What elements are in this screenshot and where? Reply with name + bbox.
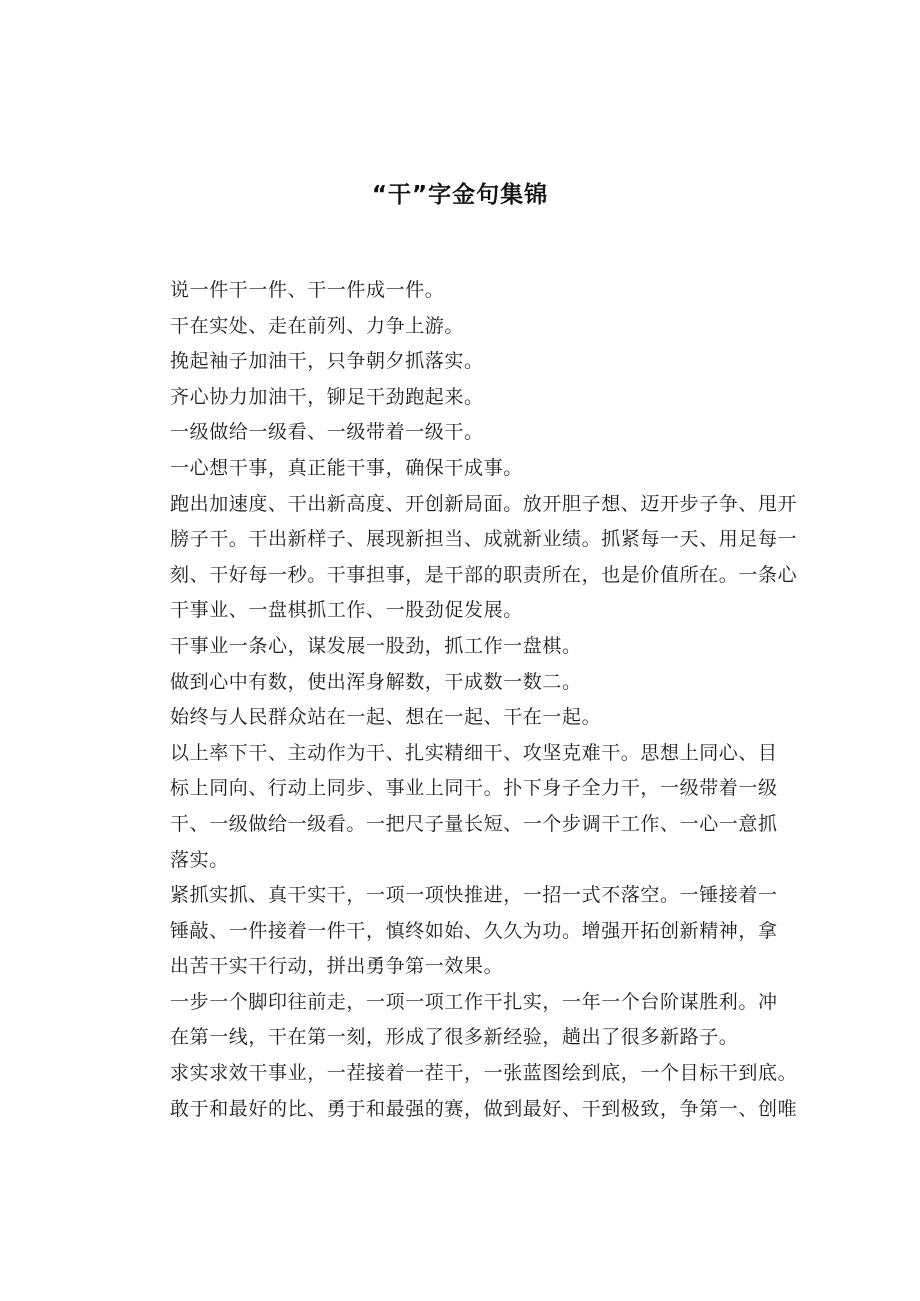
text-line: 说一件干一件、干一件成一件。 [170, 279, 445, 301]
text-line: 一级做给一级看、一级带着一级干。 [170, 421, 484, 444]
text-line: 齐心协力加油干，铆足干劲跑起来。 [170, 385, 484, 408]
text-line: 在第一线，干在第一刻，形成了很多新经验，趟出了很多新路子。 [170, 1026, 739, 1049]
text-line: 做到心中有数，使出浑身解数，干成数一数二。 [170, 670, 582, 693]
text-line: 干、一级做给一级看。一把尺子量长短、一个步调干工作、一心一意抓 [170, 812, 778, 835]
text-line: 以上率下干、主动作为干、扎实精细干、攻坚克难干。思想上同心、目 [170, 741, 778, 764]
text-line: 干事业、一盘棋抓工作、一股劲促发展。 [170, 599, 523, 622]
text-line: 标上同向、行动上同步、事业上同干。扑下身子全力干，一级带着一级 [170, 777, 778, 800]
text-line: 干在实处、走在前列、力争上游。 [170, 314, 465, 337]
text-line: 敢于和最好的比、勇于和最强的赛，做到最好、干到极致，争第一、创唯 [170, 1097, 798, 1120]
text-line: 落实。 [170, 848, 229, 871]
text-line: 一步一个脚印往前走，一项一项工作干扎实，一年一个台阶谋胜利。冲 [170, 990, 778, 1013]
text-line: 膀子干。干出新样子、展现新担当、成就新业绩。抓紧每一天、用足每一 [170, 528, 798, 551]
text-line: 跑出加速度、干出新高度、开创新局面。放开胆子想、迈开步子争、甩开 [170, 492, 798, 515]
document-body [170, 273, 820, 1127]
document-title: “干”字金句集锦 [371, 182, 549, 208]
text-line: 挽起袖子加油干，只争朝夕抓落实。 [170, 350, 484, 373]
text-line: 刻、干好每一秒。干事担事，是干部的职责所在，也是价值所在。一条心 [170, 563, 798, 586]
text-line: 紧抓实抓、真干实干，一项一项快推进，一招一式不落空。一锤接着一 [170, 884, 778, 907]
text-line: 始终与人民群众站在一起、想在一起、干在一起。 [170, 706, 602, 729]
text-line: 求实求效干事业，一茬接着一茬干，一张蓝图绘到底，一个目标干到底。 [170, 1062, 798, 1085]
text-line: 干事业一条心，谋发展一股劲，抓工作一盘棋。 [170, 634, 582, 657]
text-line: 出苦干实干行动，拼出勇争第一效果。 [170, 955, 504, 978]
text-line: 一心想干事，真正能干事，确保干成事。 [170, 456, 523, 479]
text-line: 锤敲、一件接着一件干，慎终如始、久久为功。增强开拓创新精神，拿 [170, 919, 778, 942]
